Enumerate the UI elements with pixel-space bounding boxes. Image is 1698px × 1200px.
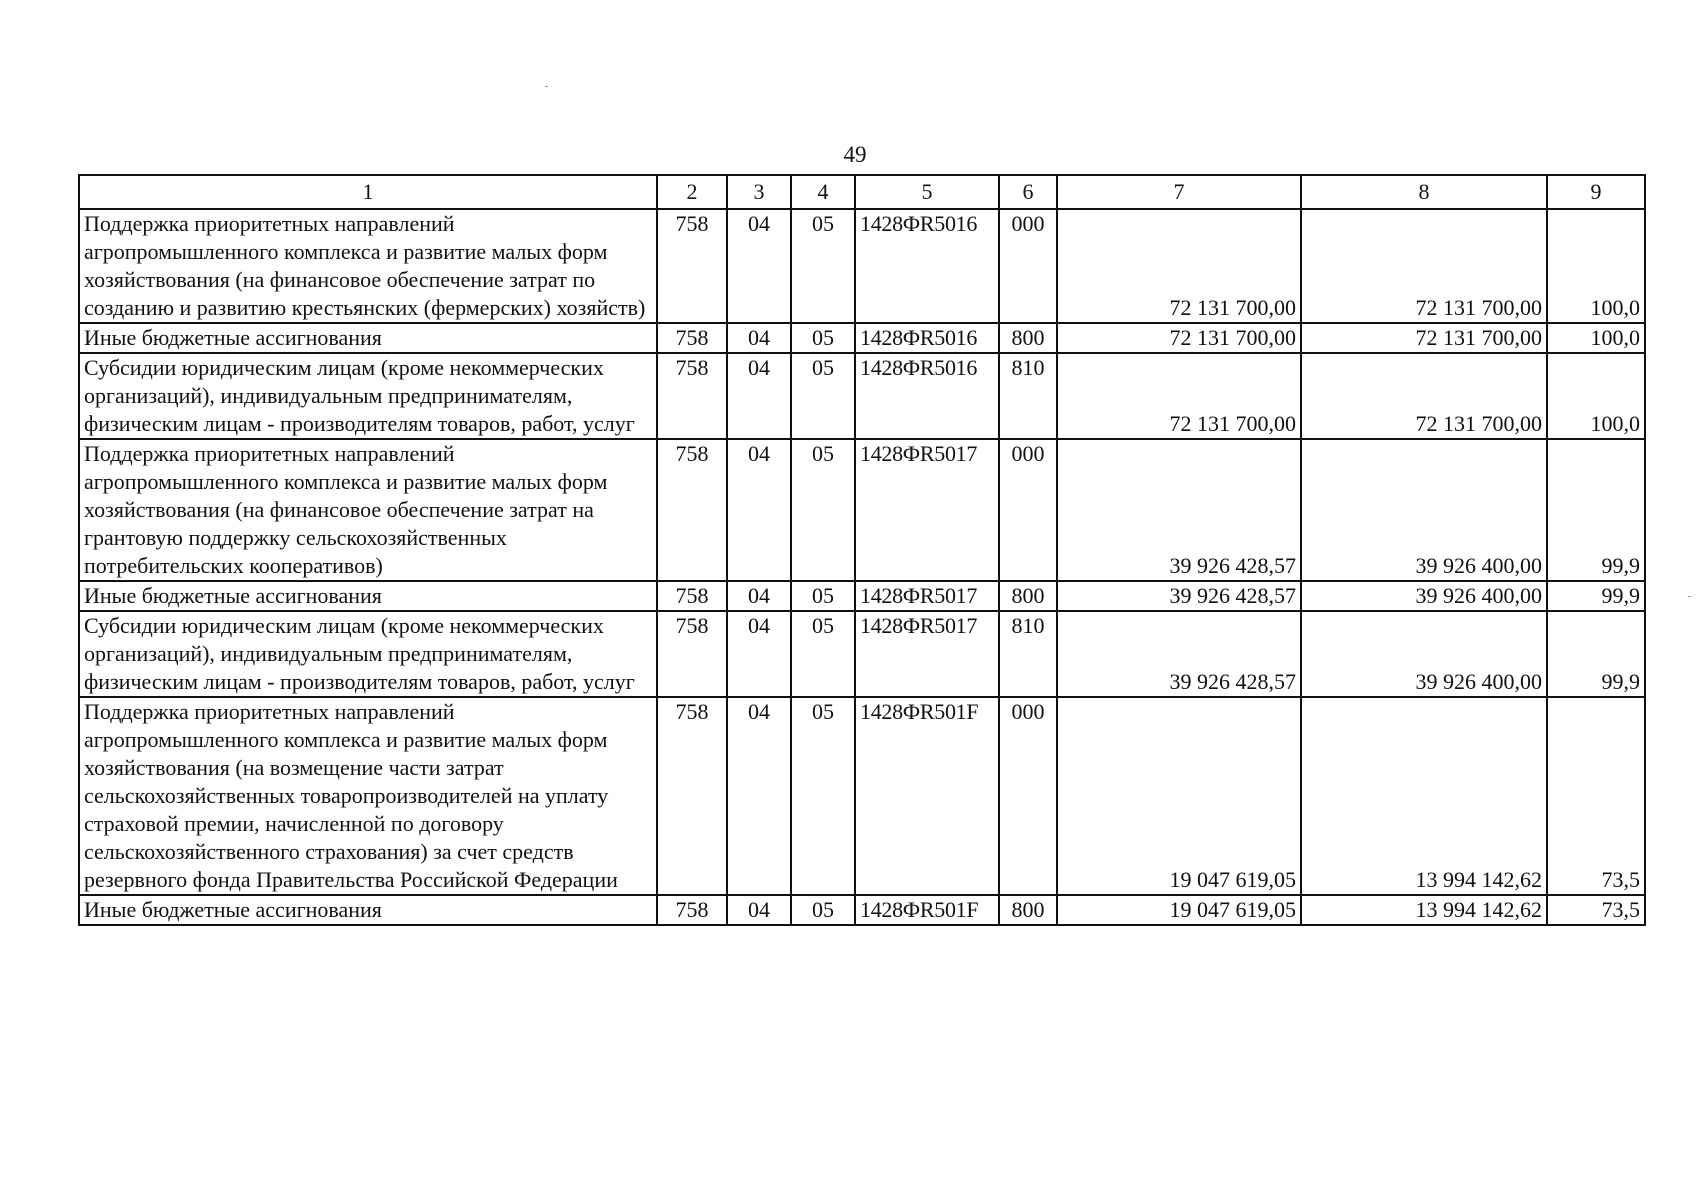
row-planned-amount: 39 926 428,57 <box>1057 439 1301 581</box>
header-cell-5: 5 <box>855 175 999 209</box>
row-expense-type: 800 <box>999 581 1057 611</box>
row-target-article: 1428ФR5016 <box>855 209 999 323</box>
row-ministry-code: 758 <box>657 353 727 439</box>
row-section-code: 04 <box>727 611 791 697</box>
row-ministry-code: 758 <box>657 697 727 895</box>
row-expense-type: 810 <box>999 353 1057 439</box>
row-section-code: 04 <box>727 895 791 925</box>
row-name: Иные бюджетные ассигнования <box>79 895 657 925</box>
row-subsection-code: 05 <box>791 323 855 353</box>
row-subsection-code: 05 <box>791 439 855 581</box>
row-name: Поддержка приоритетных направлений агропромышленного комплекса и развитие малых форм хозяйствования (на возмещение части затрат сельскохозяйственных товаропроизводителей на уплату страховой премии, начисленной по договору сельскохозяйственного страхования) за счет средств резервного фонда Правительства Российской Федерации <box>79 697 657 895</box>
row-ministry-code: 758 <box>657 323 727 353</box>
table-row <box>79 697 1645 895</box>
row-planned-amount: 72 131 700,00 <box>1057 209 1301 323</box>
row-expense-type: 000 <box>999 697 1057 895</box>
row-section-code: 04 <box>727 581 791 611</box>
row-ministry-code: 758 <box>657 209 727 323</box>
row-execution-percent: 73,5 <box>1547 895 1645 925</box>
row-expense-type: 810 <box>999 611 1057 697</box>
row-planned-amount: 19 047 619,05 <box>1057 697 1301 895</box>
row-subsection-code: 05 <box>791 611 855 697</box>
row-name: Иные бюджетные ассигнования <box>79 581 657 611</box>
row-name: Субсидии юридическим лицам (кроме некоммерческих организаций), индивидуальным предпринимателям, физическим лицам - производителям товаров, работ, услуг <box>79 353 657 439</box>
row-executed-amount: 39 926 400,00 <box>1301 611 1547 697</box>
row-planned-amount: 19 047 619,05 <box>1057 895 1301 925</box>
row-target-article: 1428ФR5017 <box>855 611 999 697</box>
row-section-code: 04 <box>727 439 791 581</box>
scan-speck <box>545 86 548 87</box>
row-expense-type: 000 <box>999 439 1057 581</box>
row-executed-amount: 13 994 142,62 <box>1301 697 1547 895</box>
row-planned-amount: 39 926 428,57 <box>1057 581 1301 611</box>
row-target-article: 1428ФR5016 <box>855 323 999 353</box>
row-executed-amount: 72 131 700,00 <box>1301 209 1547 323</box>
row-ministry-code: 758 <box>657 611 727 697</box>
row-subsection-code: 05 <box>791 697 855 895</box>
row-execution-percent: 99,9 <box>1547 611 1645 697</box>
header-cell-2: 2 <box>657 175 727 209</box>
table-row <box>79 439 1645 581</box>
row-subsection-code: 05 <box>791 353 855 439</box>
row-ministry-code: 758 <box>657 895 727 925</box>
row-target-article: 1428ФR501F <box>855 895 999 925</box>
row-expense-type: 800 <box>999 323 1057 353</box>
table-row <box>79 323 1645 353</box>
table-row <box>79 209 1645 323</box>
header-cell-4: 4 <box>791 175 855 209</box>
row-executed-amount: 39 926 400,00 <box>1301 581 1547 611</box>
row-execution-percent: 99,9 <box>1547 439 1645 581</box>
row-ministry-code: 758 <box>657 439 727 581</box>
row-target-article: 1428ФR5016 <box>855 353 999 439</box>
row-executed-amount: 72 131 700,00 <box>1301 323 1547 353</box>
row-executed-amount: 13 994 142,62 <box>1301 895 1547 925</box>
row-planned-amount: 72 131 700,00 <box>1057 353 1301 439</box>
header-cell-6: 6 <box>999 175 1057 209</box>
table-row <box>79 895 1645 925</box>
row-execution-percent: 100,0 <box>1547 209 1645 323</box>
row-executed-amount: 72 131 700,00 <box>1301 353 1547 439</box>
row-execution-percent: 100,0 <box>1547 323 1645 353</box>
header-cell-9: 9 <box>1547 175 1645 209</box>
row-section-code: 04 <box>727 323 791 353</box>
row-target-article: 1428ФR501F <box>855 697 999 895</box>
row-section-code: 04 <box>727 697 791 895</box>
row-subsection-code: 05 <box>791 581 855 611</box>
row-execution-percent: 73,5 <box>1547 697 1645 895</box>
row-ministry-code: 758 <box>657 581 727 611</box>
scan-speck <box>1688 596 1691 597</box>
header-cell-8: 8 <box>1301 175 1547 209</box>
row-executed-amount: 39 926 400,00 <box>1301 439 1547 581</box>
page-number: 49 <box>843 142 867 167</box>
row-expense-type: 800 <box>999 895 1057 925</box>
row-target-article: 1428ФR5017 <box>855 439 999 581</box>
row-planned-amount: 72 131 700,00 <box>1057 323 1301 353</box>
budget-table <box>78 174 1646 926</box>
header-cell-3: 3 <box>727 175 791 209</box>
row-target-article: 1428ФR5017 <box>855 581 999 611</box>
row-section-code: 04 <box>727 209 791 323</box>
header-cell-1: 1 <box>79 175 657 209</box>
header-row <box>79 175 1645 209</box>
row-execution-percent: 99,9 <box>1547 581 1645 611</box>
row-name: Поддержка приоритетных направлений агропромышленного комплекса и развитие малых форм хозяйствования (на финансовое обеспечение затрат на грантовую поддержку сельскохозяйственных потребительских кооперативов) <box>79 439 657 581</box>
row-name: Иные бюджетные ассигнования <box>79 323 657 353</box>
row-subsection-code: 05 <box>791 209 855 323</box>
row-subsection-code: 05 <box>791 895 855 925</box>
row-name: Поддержка приоритетных направлений агропромышленного комплекса и развитие малых форм хозяйствования (на финансовое обеспечение затрат по созданию и развитию крестьянских (фермерских) хозяйств) <box>79 209 657 323</box>
row-execution-percent: 100,0 <box>1547 353 1645 439</box>
row-section-code: 04 <box>727 353 791 439</box>
row-expense-type: 000 <box>999 209 1057 323</box>
row-planned-amount: 39 926 428,57 <box>1057 611 1301 697</box>
table-row <box>79 581 1645 611</box>
header-cell-7: 7 <box>1057 175 1301 209</box>
row-name: Субсидии юридическим лицам (кроме некоммерческих организаций), индивидуальным предпринимателям, физическим лицам - производителям товаров, работ, услуг <box>79 611 657 697</box>
table-row <box>79 611 1645 697</box>
table-row <box>79 353 1645 439</box>
